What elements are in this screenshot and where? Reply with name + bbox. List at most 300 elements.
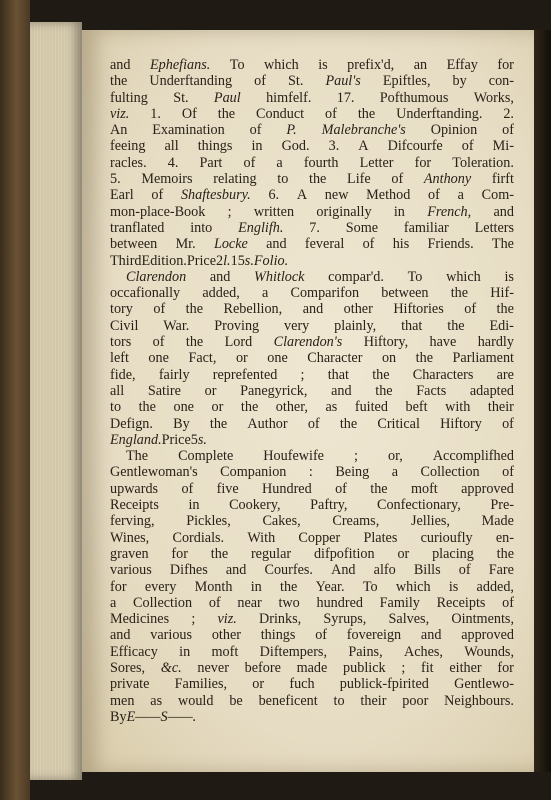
word: Englifh. xyxy=(238,219,284,236)
word: Creams, xyxy=(332,513,380,530)
word: 7. xyxy=(309,219,320,236)
word: Comparifon xyxy=(290,285,360,302)
word: God. xyxy=(281,138,310,155)
word: the xyxy=(372,366,390,383)
word: ; xyxy=(300,366,305,383)
text-line xyxy=(110,236,514,252)
word: curioufly xyxy=(420,529,473,546)
word: Author xyxy=(247,415,288,432)
word: are xyxy=(496,366,514,383)
word: of xyxy=(249,122,262,139)
word: of xyxy=(307,415,320,432)
word: en- xyxy=(495,529,514,546)
word: and xyxy=(110,627,131,644)
word: never xyxy=(197,659,229,676)
word: of xyxy=(181,480,194,497)
word: Jellies, xyxy=(410,513,450,530)
word: Gentlewo- xyxy=(454,676,514,693)
word: feveral xyxy=(304,236,345,253)
word: would xyxy=(177,692,214,709)
text-line xyxy=(110,579,514,595)
word: Whitlock xyxy=(254,268,305,285)
word: that xyxy=(327,366,349,383)
word: St. xyxy=(173,89,189,106)
word: to xyxy=(333,692,345,709)
word: feeing xyxy=(110,138,146,155)
word: every xyxy=(144,578,177,595)
word: fourth xyxy=(303,154,339,171)
word: of xyxy=(502,464,514,481)
word: Earl xyxy=(110,187,134,204)
word: of xyxy=(458,562,471,579)
word: Year. xyxy=(315,578,345,595)
word: Examination xyxy=(152,122,225,139)
word: one xyxy=(267,350,288,367)
word: an xyxy=(413,57,428,73)
word: five xyxy=(216,480,239,497)
word: Hiftory, xyxy=(363,334,409,351)
word: A xyxy=(358,138,369,155)
word: or, xyxy=(387,448,403,465)
word: Drinks, xyxy=(258,611,302,628)
word: Receipts xyxy=(436,594,486,611)
word: of xyxy=(502,415,514,432)
word: with xyxy=(445,399,471,416)
word: Underftanding xyxy=(149,73,233,90)
word: Fare xyxy=(488,562,514,579)
word: the xyxy=(185,334,204,351)
word: a xyxy=(261,285,269,302)
word: added, xyxy=(202,285,240,302)
text-line xyxy=(110,595,514,611)
word: ; xyxy=(227,203,232,220)
word: 15 xyxy=(230,252,245,269)
word: Part xyxy=(199,154,223,171)
word: added, xyxy=(476,578,514,595)
word: which xyxy=(264,57,299,73)
word: French, xyxy=(427,203,472,220)
word: : xyxy=(308,464,313,481)
word: of xyxy=(391,171,404,188)
word: hardly xyxy=(477,334,514,351)
word: fuch xyxy=(289,676,315,693)
word: compar'd. xyxy=(328,268,384,285)
word: or xyxy=(252,676,265,693)
word: which xyxy=(446,268,481,285)
word: E—— xyxy=(126,708,161,725)
word: Hiftories xyxy=(393,301,444,318)
word: Companion xyxy=(220,464,287,481)
word: near xyxy=(237,594,262,611)
word: the xyxy=(217,105,236,122)
gutter-shadow xyxy=(534,30,551,772)
word: in xyxy=(250,578,262,595)
word: of xyxy=(254,73,266,90)
word: Made xyxy=(481,513,514,530)
word: Method xyxy=(366,187,411,204)
word: Bills xyxy=(413,562,441,579)
word: P. xyxy=(286,122,297,139)
word: of xyxy=(151,187,164,204)
text-line xyxy=(110,106,514,122)
word: Plates xyxy=(363,529,398,546)
text-line xyxy=(110,497,514,513)
word: of xyxy=(362,236,375,253)
word: of xyxy=(325,105,337,122)
word: 1. xyxy=(150,105,161,122)
word: familiar xyxy=(403,219,449,236)
word: one xyxy=(173,399,194,416)
word: the xyxy=(309,171,327,188)
word: is xyxy=(318,57,328,73)
word: Rebellion, xyxy=(223,301,283,318)
word: and xyxy=(110,57,131,73)
word: have xyxy=(429,334,457,351)
text-line xyxy=(110,204,514,220)
word: racles. xyxy=(110,154,147,171)
word: Houfewife xyxy=(263,448,324,465)
word: moft xyxy=(211,643,239,660)
word: Families, xyxy=(174,676,228,693)
word: of xyxy=(243,154,256,171)
word: difpofition xyxy=(313,545,375,562)
word: Toleration. xyxy=(452,154,514,171)
word: With xyxy=(247,529,276,546)
word: By xyxy=(110,708,127,725)
text-line xyxy=(110,253,514,269)
word: con- xyxy=(488,73,514,90)
word: is xyxy=(504,268,514,285)
word: their xyxy=(487,399,514,416)
word: other xyxy=(211,627,241,644)
word: upwards xyxy=(110,480,159,497)
word: his xyxy=(392,236,410,253)
word: Malebranche's xyxy=(321,122,406,139)
word: Panegyrick, xyxy=(240,382,308,399)
word: Wines, xyxy=(110,529,150,546)
word: publick xyxy=(343,659,386,676)
word: Cakes, xyxy=(262,513,301,530)
word: on xyxy=(381,350,397,367)
word: Effay xyxy=(446,57,478,73)
word: and xyxy=(493,203,514,220)
word: for xyxy=(497,659,514,676)
word: S——. xyxy=(160,708,197,725)
word: ; xyxy=(191,611,196,628)
word: between xyxy=(110,236,158,253)
word: Mr. xyxy=(175,236,196,253)
word: 17. xyxy=(336,89,355,106)
word: the xyxy=(450,285,469,302)
word: Collection xyxy=(133,594,193,611)
word: tors xyxy=(110,334,132,351)
word: the xyxy=(138,399,156,416)
word: which xyxy=(395,578,431,595)
text-line xyxy=(110,644,514,660)
word: beft xyxy=(405,399,428,416)
word: Paul xyxy=(213,89,241,106)
word: Cordials. xyxy=(172,529,225,546)
word: viz. xyxy=(110,105,130,122)
word: things xyxy=(197,138,233,155)
word: 2. xyxy=(503,105,514,122)
word: or xyxy=(235,350,248,367)
word: of xyxy=(153,301,166,318)
word: himfelf. xyxy=(266,89,312,106)
word: of xyxy=(464,301,477,318)
word: by xyxy=(452,73,467,90)
word: Difhes xyxy=(169,562,208,579)
word: Confectionary, xyxy=(377,497,461,514)
text-line xyxy=(110,627,514,643)
word: 5 xyxy=(190,431,198,448)
word: alfo xyxy=(373,562,396,579)
word: Family xyxy=(379,594,420,611)
text-line xyxy=(110,709,514,725)
word: Difcourfe xyxy=(387,138,443,155)
word: Diftempers, xyxy=(259,643,327,660)
word: A xyxy=(296,187,308,204)
word: Defign. xyxy=(110,415,153,432)
text-line xyxy=(110,530,514,546)
word: Folio. xyxy=(253,252,289,269)
word: moft xyxy=(410,480,438,497)
text-line xyxy=(110,57,514,73)
word: publick-fpirited xyxy=(339,676,429,693)
word: left xyxy=(110,350,129,367)
word: plainly, xyxy=(334,317,377,334)
word: a xyxy=(457,187,464,204)
word: ferving, xyxy=(110,513,155,530)
word: Com- xyxy=(481,187,514,204)
word: the xyxy=(415,350,433,367)
word: fuited xyxy=(354,399,388,416)
word: And xyxy=(331,562,356,579)
word: Proving xyxy=(214,317,260,334)
book-cover-edge xyxy=(0,0,30,800)
word: Price xyxy=(161,431,191,448)
text-line xyxy=(110,611,514,627)
word: To xyxy=(362,578,378,595)
word: Hiftory xyxy=(440,415,482,432)
word: or xyxy=(211,399,224,416)
text-line xyxy=(110,187,514,203)
word: Works, xyxy=(473,89,514,106)
word: all xyxy=(164,138,179,155)
word: as xyxy=(150,692,163,709)
word: written xyxy=(253,203,295,220)
word: Hif- xyxy=(490,285,514,302)
word: and xyxy=(302,301,324,318)
word: Price xyxy=(186,252,217,269)
word: a xyxy=(391,464,399,481)
word: Cookery, xyxy=(229,497,281,514)
word: approved xyxy=(461,627,514,644)
text-line xyxy=(110,334,514,350)
word: other, xyxy=(275,399,308,416)
word: Medicines xyxy=(110,611,170,628)
word: the xyxy=(357,105,376,122)
text-line xyxy=(110,138,514,154)
word: Pre- xyxy=(490,497,514,514)
word: the xyxy=(240,399,259,416)
text-line xyxy=(110,73,514,89)
word: Satire xyxy=(147,382,181,399)
advertisement-text xyxy=(110,57,514,725)
word: in xyxy=(188,497,200,514)
word: as xyxy=(325,399,338,416)
word: Conduct xyxy=(256,105,305,122)
word: Characters xyxy=(412,366,474,383)
word: Month xyxy=(194,578,233,595)
word: England. xyxy=(110,431,162,448)
word: in xyxy=(393,203,405,220)
word: Ephefians. xyxy=(149,57,211,73)
word: the xyxy=(280,578,298,595)
text-line xyxy=(110,660,514,676)
word: Pains, xyxy=(348,643,383,660)
word: of xyxy=(315,627,328,644)
text-line xyxy=(110,269,514,285)
word: Critical xyxy=(377,415,420,432)
word: Third xyxy=(110,252,142,269)
word: Accomplifhed xyxy=(432,448,514,465)
text-line xyxy=(110,155,514,171)
word: St. xyxy=(288,73,304,90)
word: Underftanding. xyxy=(396,105,483,122)
text-line xyxy=(110,301,514,317)
word: ; xyxy=(401,659,406,676)
word: placing xyxy=(432,545,474,562)
word: hundred xyxy=(316,594,363,611)
word: of xyxy=(152,334,165,351)
word: To xyxy=(229,57,245,73)
word: Of xyxy=(181,105,197,122)
text-line xyxy=(110,285,514,301)
word: Paul's xyxy=(325,73,361,90)
word: the xyxy=(209,415,228,432)
text-line xyxy=(110,318,514,334)
word: 2 xyxy=(216,252,224,269)
word: the xyxy=(210,545,229,562)
word: tranflated xyxy=(110,219,165,236)
word: and xyxy=(209,268,231,285)
word: of xyxy=(335,480,347,497)
word: new xyxy=(324,187,349,204)
word: The xyxy=(126,448,149,465)
word: An xyxy=(110,122,128,139)
word: Mi- xyxy=(492,138,514,155)
text-line xyxy=(110,513,514,529)
word: Lord xyxy=(224,334,253,351)
word: 3. xyxy=(328,138,340,155)
word: To xyxy=(407,268,423,285)
word: one xyxy=(148,350,169,367)
text-line xyxy=(110,220,514,236)
word: mon-place-Book xyxy=(110,203,206,220)
text-line xyxy=(110,432,514,448)
word: the xyxy=(375,382,393,399)
word: other xyxy=(343,301,373,318)
text-line xyxy=(110,383,514,399)
word: for xyxy=(414,154,432,171)
word: graven xyxy=(110,545,149,562)
word: firft xyxy=(491,171,514,188)
word: a xyxy=(276,154,283,171)
word: Anthony xyxy=(423,171,472,188)
word: Wounds, xyxy=(464,643,514,660)
word: two xyxy=(278,594,300,611)
word: l. xyxy=(223,252,231,269)
word: various xyxy=(110,562,152,579)
word: private xyxy=(110,676,150,693)
word: By xyxy=(173,415,190,432)
word: 6. xyxy=(268,187,280,204)
word: the xyxy=(447,317,465,334)
word: poor xyxy=(402,692,429,709)
word: Life xyxy=(347,171,371,188)
word: and xyxy=(266,236,287,253)
word: for xyxy=(110,578,127,595)
word: into xyxy=(190,219,213,236)
word: in xyxy=(179,643,191,660)
word: be xyxy=(229,692,243,709)
word: Aches, xyxy=(403,643,443,660)
word: the xyxy=(185,301,203,318)
word: fit xyxy=(421,659,434,676)
word: Collection xyxy=(420,464,480,481)
word: Hundred xyxy=(262,480,312,497)
word: 5. xyxy=(110,171,121,188)
word: men xyxy=(110,692,135,709)
word: of xyxy=(428,187,440,204)
word: to xyxy=(277,171,289,188)
word: Clarendon's xyxy=(273,334,343,351)
word: Receipts xyxy=(110,497,159,514)
word: prefix'd, xyxy=(347,57,395,73)
word: the xyxy=(370,480,388,497)
text-line xyxy=(110,416,514,432)
word: of xyxy=(208,594,221,611)
word: between xyxy=(381,285,429,302)
word: Sores, xyxy=(110,659,146,676)
word: before xyxy=(244,659,281,676)
word: Letters xyxy=(474,219,514,236)
word: Salves, xyxy=(388,611,430,628)
word: of xyxy=(502,122,514,139)
word: and xyxy=(420,627,442,644)
word: Efficacy xyxy=(110,643,158,660)
word: made xyxy=(296,659,328,676)
word: Complete xyxy=(178,448,234,465)
word: viz. xyxy=(217,611,237,628)
word: of xyxy=(461,138,474,155)
word: in xyxy=(251,138,263,155)
text-line xyxy=(110,464,514,480)
word: either xyxy=(449,659,482,676)
word: Being xyxy=(335,464,370,481)
word: Memoirs xyxy=(141,171,193,188)
text-line xyxy=(110,367,514,383)
word: and xyxy=(225,562,247,579)
word: originally xyxy=(316,203,372,220)
word: tory xyxy=(110,301,133,318)
word: Shaftesbury. xyxy=(180,187,251,204)
text-line xyxy=(110,562,514,578)
word: ; xyxy=(354,448,358,465)
word: all xyxy=(110,382,125,399)
text-line xyxy=(110,171,514,187)
